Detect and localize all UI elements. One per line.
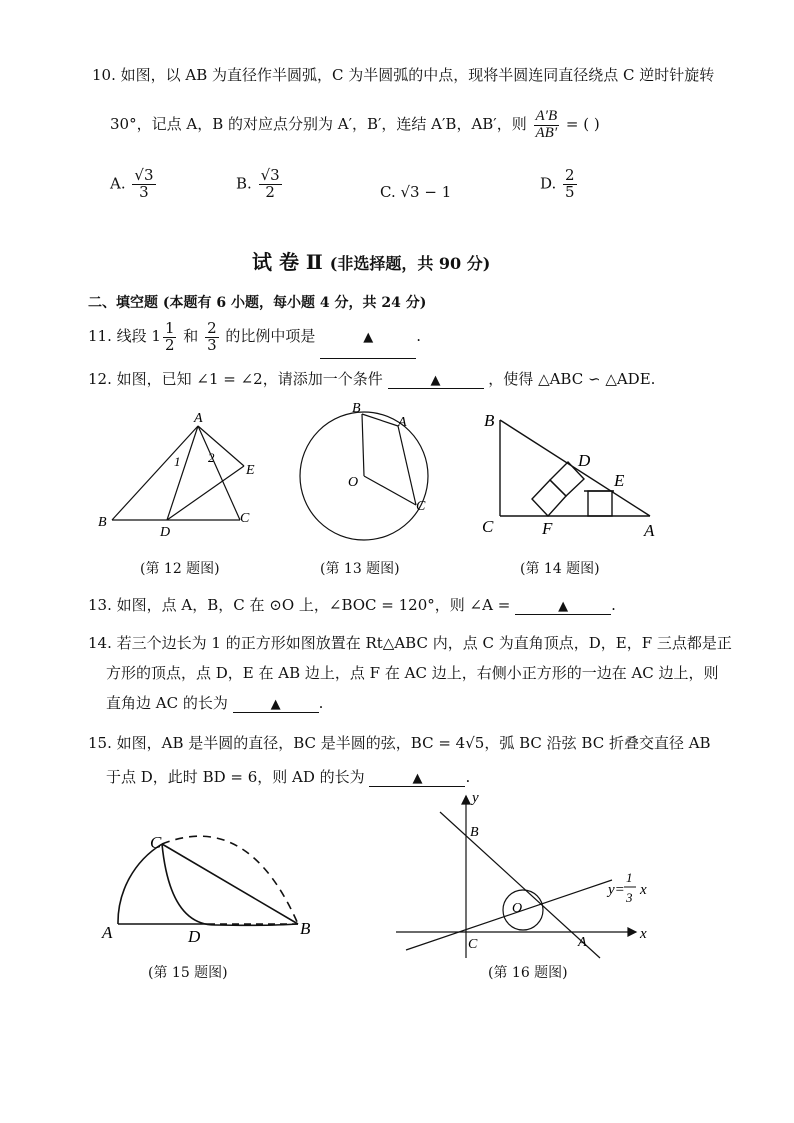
fig16-y-arrow — [462, 796, 470, 804]
q11-post: 的比例中项是 — [225, 327, 316, 345]
section-title-sub: (非选择题，共 90 分) — [329, 254, 491, 273]
figure-16 — [386, 788, 676, 960]
q15-answer-blank[interactable]: ▲ — [369, 771, 465, 787]
q10-option-c-text: √3 − 1 — [400, 183, 452, 201]
q10-option-d[interactable] — [540, 168, 579, 201]
q15-line2 — [106, 766, 470, 787]
q10-option-b-frac — [259, 168, 282, 201]
fig13-caption: (第 13 题图) — [320, 561, 400, 577]
fig12-label-e: E — [246, 463, 255, 478]
figure-15 — [98, 826, 328, 946]
q10-line2 — [110, 104, 600, 144]
fig14-square-left — [532, 480, 566, 516]
q12-post: ，使得 △ABC ∽ △ADE. — [488, 370, 656, 388]
fig14-label-c: C — [482, 517, 494, 536]
q13 — [88, 594, 616, 615]
fig12-caption: (第 12 题图) — [140, 561, 220, 577]
fig14-line-ba — [500, 420, 650, 516]
fig13-label-c: C — [416, 499, 426, 514]
fig13-line-ba — [362, 414, 398, 426]
q11-frac1-den: 2 — [164, 335, 175, 354]
fig16-caption: (第 16 题图) — [488, 965, 568, 981]
q10-option-c[interactable] — [380, 183, 451, 201]
q11-pre: 11. 线段 1 — [88, 327, 161, 345]
q11-mid: 和 — [183, 327, 199, 345]
fig16-line-ab — [440, 812, 600, 958]
fig13-line-oc — [364, 476, 416, 505]
q10-line2-text: 30°，记点 A，B 的对应点分别为 A′，B′，连结 A′B，AB′，则 — [110, 115, 527, 133]
q11-frac2-num: 2 — [207, 318, 217, 337]
q11 — [88, 316, 421, 359]
fig15-label-a: A — [102, 923, 113, 942]
fig16-label-b: B — [470, 825, 479, 840]
q10-option-a-frac — [132, 168, 155, 201]
q11-frac1 — [163, 318, 177, 354]
q11-frac2-den: 3 — [207, 335, 217, 354]
q10-option-a[interactable] — [110, 168, 158, 201]
fig15-label-d: D — [188, 927, 201, 946]
fig12-label-d: D — [160, 525, 171, 540]
part2-header: 二、填空题 (本题有 6 小题，每小题 4 分，共 24 分) — [88, 295, 427, 311]
q10-option-a-num: √3 — [134, 166, 154, 184]
q10-option-b-num: √3 — [260, 166, 280, 184]
q14-line2: 方形的顶点，点 D，E 在 AB 边上，点 F 在 AC 边上，右侧小正方形的一边在 AC 边上，则 — [106, 664, 719, 682]
q10-option-c-label: C. — [380, 183, 396, 201]
q10-ratio-den: AB′ — [535, 124, 558, 141]
fig12-label-angle1: 1 — [174, 454, 181, 469]
q11-frac1-num: 1 — [164, 318, 175, 337]
fig13-line-ob — [362, 414, 364, 476]
q14-line3-pre: 直角边 AC 的长为 — [106, 694, 228, 712]
q10-option-b[interactable] — [236, 168, 284, 201]
figure-12 — [90, 398, 280, 548]
fig13-label-a: A — [398, 415, 407, 430]
fig15-label-c: C — [150, 833, 162, 852]
fig13-label-b: B — [352, 401, 361, 416]
fig12-line-de — [167, 466, 244, 520]
q11-frac2 — [205, 318, 219, 354]
q10-option-d-frac — [563, 168, 577, 201]
q15-line1: 15. 如图，AB 是半圆的直径，BC 是半圆的弦，BC = 4√5，弧 BC 沿弦 BC 折叠交直径 AB — [88, 734, 711, 752]
q10-option-a-label: A. — [110, 174, 126, 193]
fig13-line-ac — [398, 426, 416, 505]
fig14-caption: (第 14 题图) — [520, 561, 600, 577]
fig15-label-b: B — [300, 919, 311, 938]
fig14-label-e: E — [614, 471, 625, 490]
figure-14 — [478, 404, 668, 550]
q10-ratio-num: A′B — [535, 107, 558, 124]
q12-pre: 12. 如图，已知 ∠1 = ∠2，请添加一个条件 — [88, 370, 383, 388]
fig16-line-label-num: 1 — [626, 870, 633, 885]
q10-ratio — [534, 109, 560, 142]
q14-end: . — [318, 694, 324, 712]
fig16-label-c: C — [468, 937, 478, 952]
fig16-label-a: A — [578, 935, 587, 950]
fig16-line-label-x: x — [640, 882, 647, 898]
fig14-label-f: F — [542, 519, 553, 538]
q10-option-b-den: 2 — [259, 184, 282, 201]
q14-line3 — [106, 692, 323, 713]
q12 — [88, 368, 655, 389]
fig12-label-c: C — [240, 511, 250, 526]
section-title — [252, 246, 490, 275]
fig13-label-o: O — [348, 475, 359, 490]
q15-line2-pre: 于点 D，此时 BD = 6，则 AD 的长为 — [106, 768, 365, 786]
fig12-line-ae — [198, 426, 244, 466]
fig15-caption: (第 15 题图) — [148, 965, 228, 981]
fig16-label-y: y — [472, 790, 479, 806]
fig16-line-label-den: 3 — [626, 890, 633, 905]
fig14-label-d: D — [578, 451, 591, 470]
fig12-label-a: A — [194, 411, 203, 426]
q11-end: . — [416, 327, 421, 345]
q10-option-d-den: 5 — [565, 182, 575, 201]
fig16-line-label-y: y= — [608, 882, 625, 898]
q12-answer-blank[interactable]: ▲ — [388, 373, 484, 389]
q10-option-d-num: 2 — [565, 166, 575, 184]
fig14-square-right — [588, 491, 612, 516]
figure-13 — [296, 398, 446, 548]
fig15-chord-cb — [162, 844, 298, 924]
fig12-line-ba — [112, 426, 198, 520]
fig15-dashed-arc — [162, 836, 298, 924]
q10-line2-end: = ( ) — [565, 115, 600, 133]
q14-answer-blank[interactable]: ▲ — [233, 697, 319, 713]
q13-answer-blank[interactable]: ▲ — [515, 599, 611, 615]
fig16-label-o: O — [512, 901, 523, 916]
q11-answer-blank[interactable]: ▲ — [320, 318, 416, 359]
fig14-label-b: B — [484, 411, 495, 430]
fig12-label-angle2: 2 — [208, 450, 215, 465]
fig12-label-b: B — [98, 515, 107, 530]
fig16-x-arrow — [628, 928, 636, 936]
q10-option-b-label: B. — [236, 174, 252, 193]
q10-option-d-label: D. — [540, 174, 557, 193]
q13-pre: 13. 如图，点 A，B，C 在 ⊙O 上，∠BOC = 120°，则 ∠A = — [88, 596, 511, 614]
q14-line1: 14. 若三个边长为 1 的正方形如图放置在 Rt△ABC 内，点 C 为直角顶点，D，E，F 三点都是正 — [88, 634, 732, 652]
q10-line1: 10. 如图，以 AB 为直径作半圆弧，C 为半圆弧的中点，现将半圆连同直径绕点 C 逆时针旋转 — [92, 66, 715, 84]
fig12-line-ad — [167, 426, 198, 520]
q15-end: . — [465, 768, 471, 786]
q13-end: . — [611, 596, 616, 614]
fig14-label-a: A — [644, 521, 655, 540]
section-title-main: 试 卷 Ⅱ — [252, 250, 323, 274]
q10-option-a-den: 3 — [132, 184, 155, 201]
fig16-label-x: x — [640, 926, 647, 942]
fig15-arc-ac — [118, 844, 162, 924]
